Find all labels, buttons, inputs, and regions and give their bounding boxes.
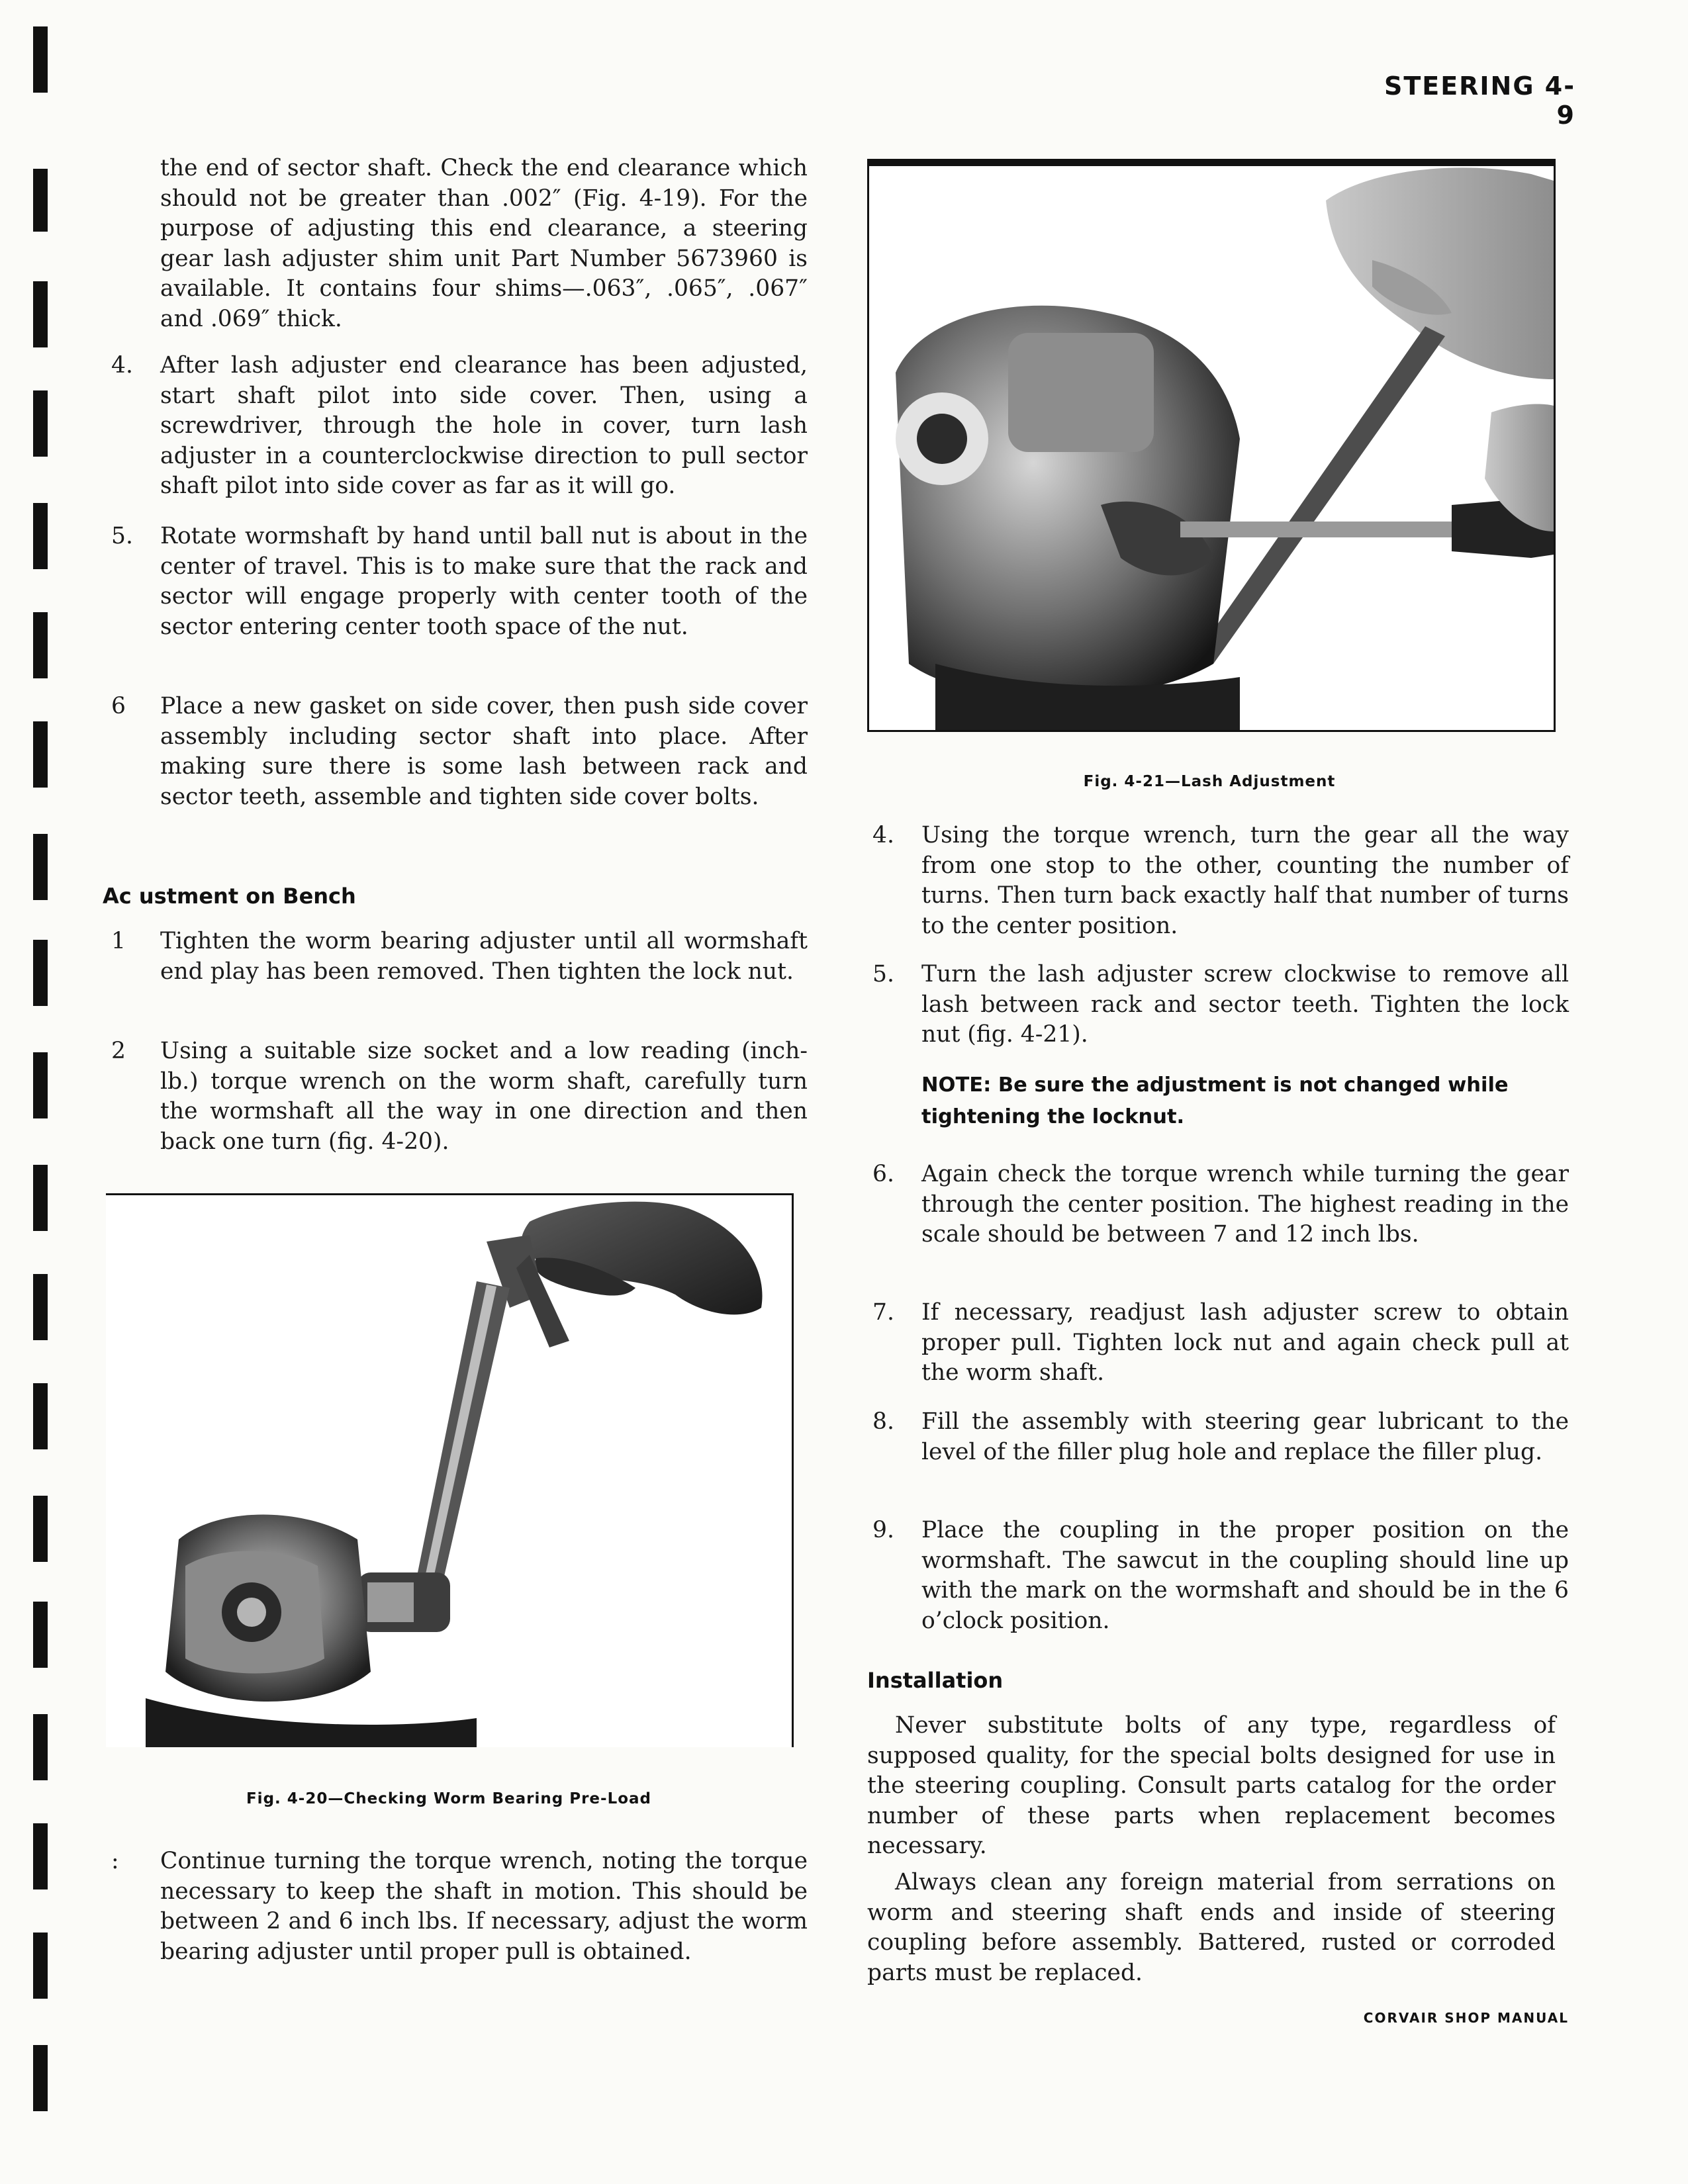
step-text: Place a new gasket on side cover, then push side cover assembly including sector shaft into place. After making sure there is some lash between rack and sector teeth, assemble and tighten side cover bolts. <box>160 693 808 810</box>
lash-adjustment-illustration <box>869 161 1554 730</box>
step-number: 2 <box>111 1038 126 1064</box>
step-text: Using the torque wrench, turn the gear all the way from one stop to the other, counting the number of turns. Then turn back exactly half that number of turns to the center position. <box>921 822 1569 939</box>
section-heading: Installation <box>867 1668 1004 1693</box>
step-item <box>867 960 1569 1050</box>
step-text: Using a suitable size socket and a low reading (inch-lb.) torque wrench on the worm shaft, carefully turn the wormshaft all the way in one direction and then back one turn (fig. 4-20). <box>160 1038 808 1155</box>
step-text: Again check the torque wrench while turning the gear through the center position. The highest reading in the scale should be between 7 and 12 inch lbs. <box>921 1161 1569 1248</box>
step-item <box>106 1036 808 1157</box>
figure-caption: Fig. 4-21—Lash Adjustment <box>1083 773 1336 790</box>
step-number: 6 <box>111 693 126 719</box>
step-text: If necessary, readjust lash adjuster screw to obtain proper pull. Tighten lock nut and again check pull at the worm shaft. <box>921 1299 1569 1386</box>
step-item <box>867 1160 1569 1250</box>
step-text: Turn the lash adjuster screw clockwise to remove all lash between rack and sector teeth. Tighten the lock nut (fig. 4-21). <box>921 961 1569 1048</box>
step-number: 1 <box>111 928 126 954</box>
step-number: 6. <box>872 1161 894 1187</box>
binding-marks <box>0 0 46 2184</box>
step-text: Place the coupling in the proper position on the wormshaft. The sawcut in the coupling should line up with the mark on the wormshaft and should be in the 6 o’clock position. <box>921 1517 1569 1634</box>
installation-paragraph: Never substitute bolts of any type, regardless of supposed quality, for the special bolts designed for use in the steering coupling. Consult parts catalog for the order number of these parts when replacement becomes necessary. <box>867 1712 1556 1859</box>
step-text: Continue turning the torque wrench, noting the torque necessary to keep the shaft in motion. This should be between 2 and 6 inch lbs. If necessary, adjust the worm bearing adjuster until proper pull is obtained. <box>160 1848 808 1965</box>
step-number: 9. <box>872 1517 894 1543</box>
step-text: After lash adjuster end clearance has been adjusted, start shaft pilot into side cover. Then, using a screwdriver, through the hole in cover, turn lash adjuster in a counterclockwise direction to pull sector shaft pilot into side cover as far as it will go. <box>160 352 808 499</box>
step-item <box>106 1846 808 1967</box>
step-number: : <box>111 1848 119 1874</box>
torque-wrench-illustration <box>106 1195 792 1747</box>
section-heading: Ac ustment on Bench <box>103 884 356 909</box>
continued-paragraph: the end of sector shaft. Check the end clearance which should not be greater than .002″ (Fig. 4-19). For the purpose of adjusting this end clearance, a steering gear lash adjuster shim unit Part Number 5673960 is available. It contains four shims—.063″, .065″, .067″ and .069″ thick. <box>160 155 808 332</box>
page-header: STEERING 4-9 <box>1383 71 1575 130</box>
figure-4-21-photo <box>867 159 1556 732</box>
step-item <box>867 1298 1569 1388</box>
step-number: 4. <box>872 822 894 848</box>
step-item <box>106 522 808 642</box>
step-text: Fill the assembly with steering gear lubricant to the level of the filler plug hole and replace the filler plug. <box>921 1408 1569 1465</box>
step-number: 5. <box>111 523 133 549</box>
step-text: Rotate wormshaft by hand until ball nut is about in the center of travel. This is to make sure that the rack and sector will engage properly with center tooth of the sector entering center tooth space of the nut. <box>160 523 808 640</box>
step-number: 5. <box>872 961 894 987</box>
step-text: Tighten the worm bearing adjuster until all wormshaft end play has been removed. Then tighten the lock nut. <box>160 928 808 985</box>
step-item <box>106 927 808 987</box>
step-number: 8. <box>872 1408 894 1435</box>
step-number: 7. <box>872 1299 894 1326</box>
note-text: NOTE: Be sure the adjustment is not changed while tightening the locknut. <box>921 1073 1509 1128</box>
step-item <box>106 692 808 812</box>
step-item <box>867 821 1569 941</box>
step-item <box>867 1407 1569 1467</box>
step-item <box>867 1516 1569 1636</box>
page-footer: CORVAIR SHOP MANUAL <box>1363 2010 1569 2026</box>
figure-4-20-photo <box>106 1193 794 1747</box>
figure-caption: Fig. 4-20—Checking Worm Bearing Pre-Load <box>246 1790 652 1807</box>
step-number: 4. <box>111 352 133 379</box>
step-item <box>106 351 808 502</box>
installation-paragraph: Always clean any foreign material from serrations on worm and steering shaft ends and inside of steering coupling before assembly. Battered, rusted or corroded parts must be replaced. <box>867 1869 1556 1986</box>
